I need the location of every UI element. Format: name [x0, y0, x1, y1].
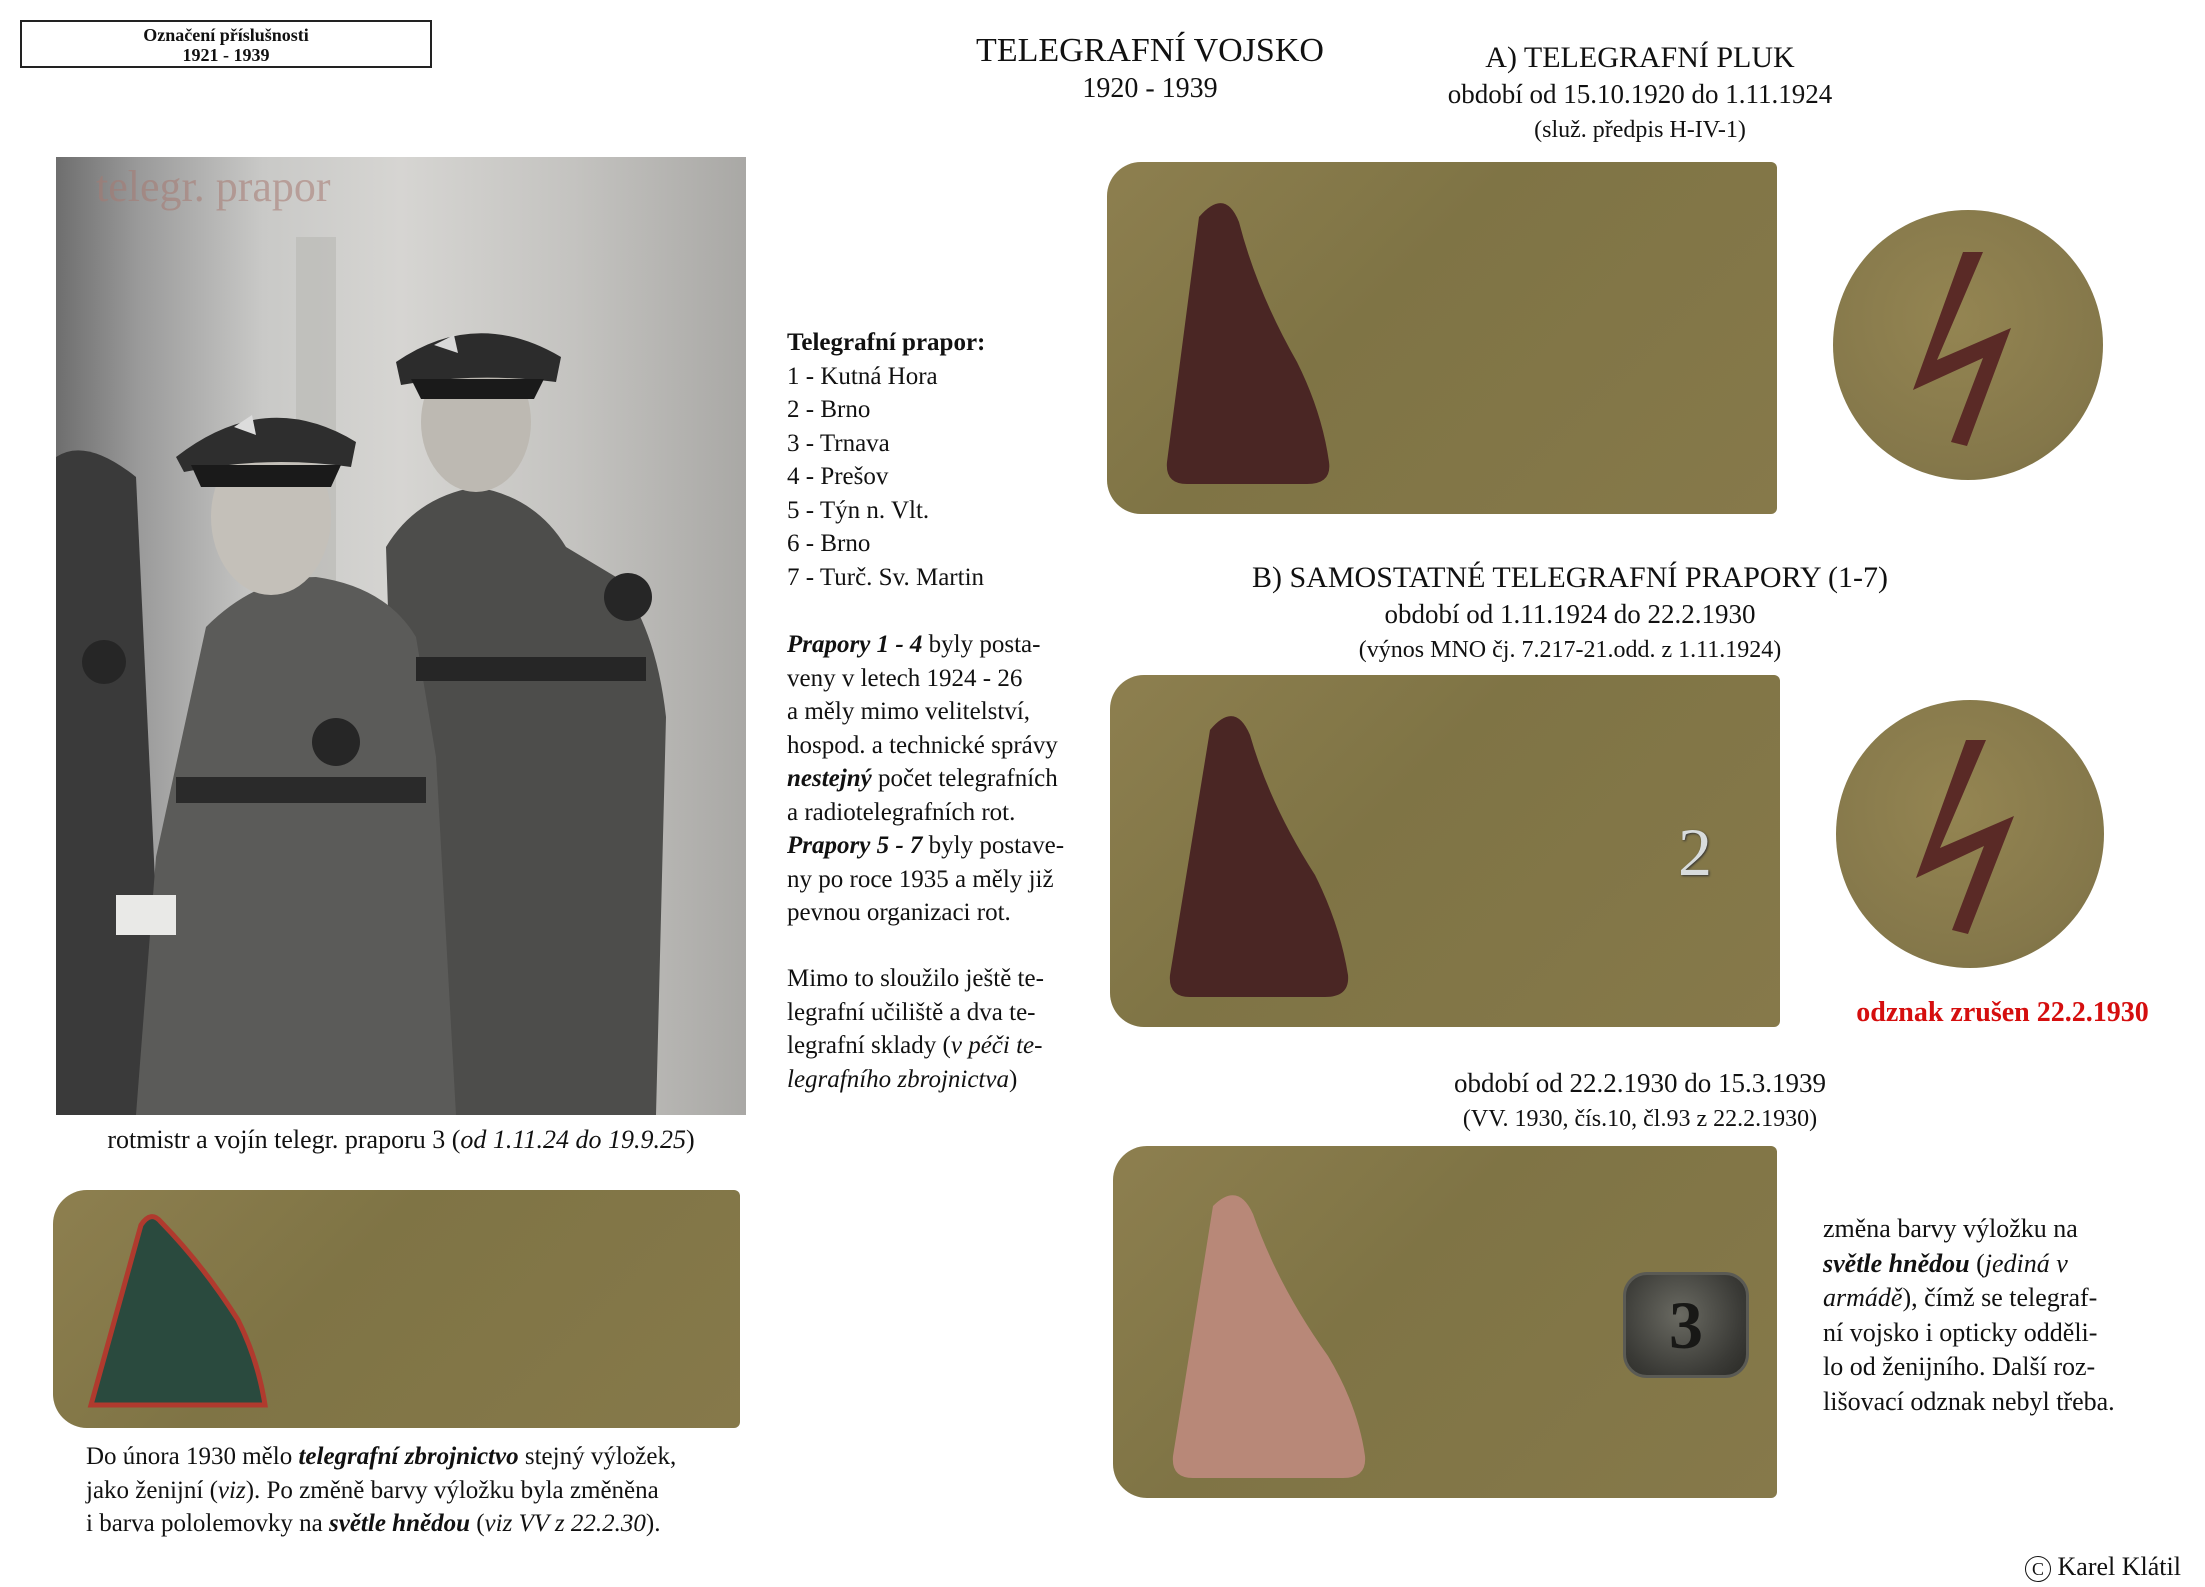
- numeral-plate: [1623, 1272, 1749, 1378]
- nestejny-label: nestejný: [787, 765, 872, 792]
- chg-line: ní vojsko i opticky odděli-: [1823, 1317, 2098, 1347]
- lightning-bolt-icon: [1836, 700, 2104, 968]
- prapory-1-4-label: Prapory 1 - 4: [787, 631, 923, 658]
- para1-line: hospod. a technické správy: [787, 731, 1058, 759]
- para2-line: legrafní učiliště a dva te-: [787, 998, 1036, 1026]
- section-a-title: A) TELEGRAFNÍ PLUK: [1485, 41, 1795, 74]
- old-text: ).: [645, 1510, 661, 1537]
- section-b-period: období od 1.11.1924 do 22.2.1930: [1384, 599, 1756, 629]
- lightning-badge-b: [1836, 700, 2104, 968]
- title-main: TELEGRAFNÍ VOJSKO: [976, 32, 1324, 69]
- chg-line: lišovací odznak nebyl třeba.: [1823, 1386, 2115, 1416]
- chg-italic: jediná v: [1984, 1248, 2068, 1278]
- photo-caption-text: rotmistr a vojín telegr. praporu 3 (: [107, 1125, 461, 1154]
- section-a-period: období od 15.10.1920 do 1.11.1924: [1447, 79, 1833, 109]
- section-c-period: období od 22.2.1930 do 15.3.1939: [1453, 1068, 1826, 1098]
- old-text: i barva pololemovky na: [86, 1510, 329, 1537]
- collar-patch-b: [1110, 675, 1780, 1027]
- collar-patch-a: [1107, 162, 1777, 514]
- prapor-list-heading: Telegrafní prapor:: [787, 329, 986, 356]
- section-b-title: B) SAMOSTATNÉ TELEGRAFNÍ PRAPORY (1-7): [1252, 561, 1888, 594]
- list-item: 3 - Trnava: [787, 429, 890, 457]
- header-box-line2: 1921 - 1939: [182, 45, 270, 65]
- section-b-heading: [1180, 560, 1960, 668]
- para1-text: počet telegrafních: [871, 765, 1058, 792]
- para1-line: veny v letech 1924 - 26: [787, 664, 1023, 692]
- title-years: 1920 - 1939: [1082, 73, 1218, 104]
- section-c-heading: [1360, 1065, 1920, 1137]
- list-item: 4 - Prešov: [787, 463, 889, 490]
- list-item: 5 - Týn n. Vlt.: [787, 496, 930, 524]
- prapory-5-7-label: Prapory 5 - 7: [787, 832, 923, 859]
- para2-text: legrafní sklady (: [787, 1032, 951, 1059]
- copyright-icon: C: [2025, 1556, 2051, 1582]
- photo-caption-close: ): [686, 1125, 695, 1154]
- numeral-3: 3: [1669, 1287, 1703, 1363]
- page-title: [860, 32, 1440, 108]
- para2-italic: legrafního zbrojnictva: [787, 1065, 1009, 1093]
- old-italic: viz: [217, 1476, 246, 1504]
- old-text: ). Po změně barvy výložku byla změněna: [245, 1476, 659, 1504]
- para2-text: ): [1008, 1065, 1018, 1093]
- section-c-source: (VV. 1930, čís.10, čl.93 z 22.2.1930): [1462, 1106, 1818, 1132]
- photo-ghost-text: telegr. prapor: [96, 162, 331, 211]
- dark-brown-triangle: [1107, 162, 1777, 514]
- photo-caption: [56, 1125, 746, 1155]
- para1-line: a měly mimo velitelství,: [787, 698, 1031, 725]
- para1-text: byly postave-: [922, 832, 1065, 859]
- chg-text: (: [1969, 1248, 1985, 1278]
- section-a-source: (služ. předpis H-IV-1): [1534, 117, 1746, 143]
- list-item: 7 - Turč. Sv. Martin: [787, 563, 985, 591]
- list-item: 1 - Kutná Hora: [787, 362, 938, 390]
- header-box-line1: Označení příslušnosti: [143, 25, 309, 45]
- old-bold: telegrafní zbrojnictvo: [298, 1443, 519, 1470]
- para1-line: ny po roce 1935 a měly již: [787, 865, 1054, 893]
- copyright: [2025, 1552, 2181, 1582]
- list-item: 2 - Brno: [787, 396, 871, 423]
- chg-bold: světle hnědou: [1823, 1248, 1970, 1278]
- green-triangle-red-piping: [53, 1190, 740, 1428]
- chg-line: lo od ženijního. Další roz-: [1823, 1352, 2096, 1381]
- prapory-paragraph: [787, 628, 1112, 930]
- para2-italic: v péči te-: [950, 1032, 1043, 1059]
- soldiers-photo-illustration: [56, 157, 746, 1115]
- engineer-note: [86, 1440, 786, 1541]
- abolished-note: odznak zrušen 22.2.1930: [1856, 997, 2149, 1028]
- para1-text: byly posta-: [922, 631, 1041, 658]
- copyright-author: Karel Klátil: [2057, 1552, 2181, 1581]
- para1-line: a radiotelegrafních rot.: [787, 798, 1016, 826]
- old-text: stejný výložek,: [518, 1443, 677, 1470]
- old-bold: světle hnědou: [329, 1510, 470, 1537]
- header-box: [20, 20, 432, 68]
- para2-line: Mimo to sloužilo ještě te-: [787, 965, 1044, 992]
- engineer-collar-patch: [53, 1190, 740, 1428]
- list-item: 6 - Brno: [787, 530, 871, 557]
- old-text: jako ženijní (: [86, 1476, 218, 1504]
- chg-text: ), čímž se telegraf-: [1902, 1283, 2098, 1312]
- para1-line: pevnou organizaci rot.: [787, 899, 1011, 926]
- section-a-heading: [1360, 40, 1920, 148]
- color-change-note: [1823, 1212, 2183, 1419]
- historic-photo: [56, 157, 746, 1115]
- photo-caption-dates: od 1.11.24 do 19.9.25: [460, 1125, 686, 1154]
- lightning-badge-a: [1833, 210, 2103, 480]
- section-b-source: (výnos MNO čj. 7.217-21.odd. z 1.11.1924): [1358, 637, 1782, 663]
- collar-patch-c: [1113, 1146, 1777, 1498]
- numeral-2: 2: [1678, 814, 1712, 890]
- old-italic: viz VV z 22.2.30: [484, 1510, 646, 1537]
- prapor-list: [787, 326, 1107, 594]
- school-paragraph: [787, 962, 1112, 1096]
- lightning-bolt-icon: [1833, 210, 2103, 480]
- chg-line: změna barvy výložku na: [1823, 1214, 2078, 1243]
- chg-italic: armádě: [1823, 1283, 1903, 1312]
- old-text: (: [469, 1510, 485, 1537]
- old-text: Do února 1930 mělo: [86, 1443, 299, 1470]
